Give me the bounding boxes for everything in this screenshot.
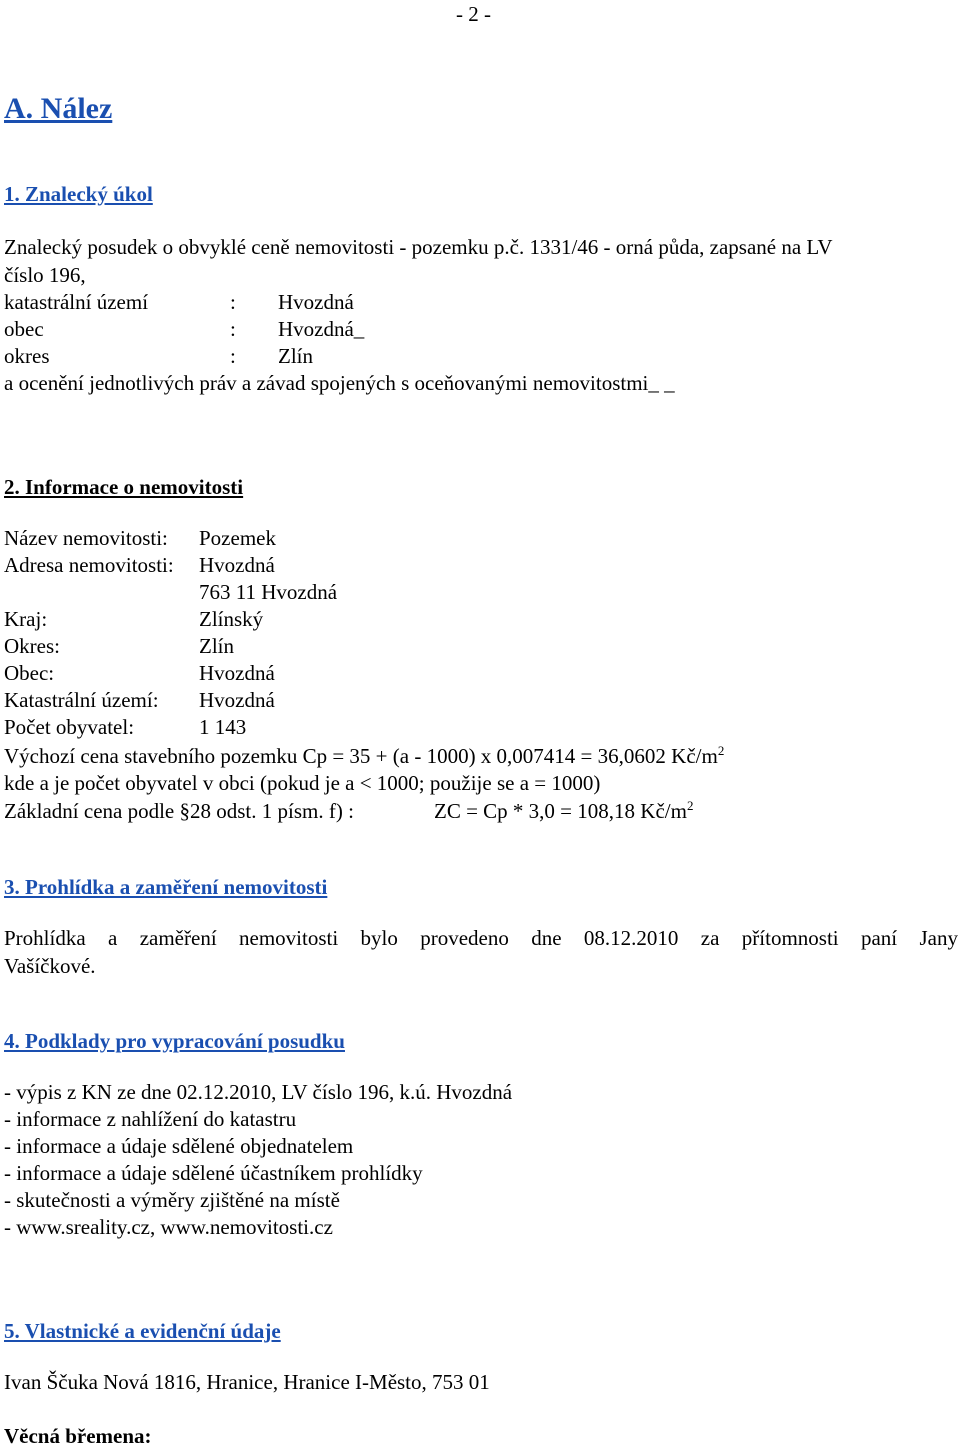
row-value: Hvozdná — [199, 553, 275, 577]
row-label: Okres: — [4, 634, 60, 658]
list-item: - www.sreality.cz, www.nemovitosti.cz — [4, 1215, 333, 1239]
calc3-value: ZC = Cp * 3,0 = 108,18 Kč/m — [434, 799, 687, 823]
s2-row-name — [4, 526, 276, 550]
list-item: - informace a údaje sdělené objednatelem — [4, 1134, 354, 1158]
row-sep: : — [230, 317, 236, 341]
row-label: Obec: — [4, 661, 55, 685]
row-value: Hvozdná — [199, 661, 275, 685]
row-value: 1 143 — [199, 715, 247, 739]
s2-row-address — [4, 553, 275, 577]
section-1-title: 1. Znalecký úkol — [4, 182, 153, 206]
calc3-label: Základní cena podle §28 odst. 1 písm. f) : — [4, 799, 354, 823]
s2-row-cadastral — [4, 688, 275, 712]
row-value: Zlín — [199, 634, 234, 658]
s1-row-municipality — [4, 317, 364, 341]
row-label: okres — [4, 344, 50, 368]
calc3-sup: 2 — [686, 798, 694, 813]
section-5-title: 5. Vlastnické a evidenční údaje — [4, 1319, 281, 1343]
s2-calc1 — [4, 744, 724, 768]
calc1-text: Výchozí cena stavebního pozemku Cp = 35 + (a - 1000) x 0,007414 = 36,0602 Kč/m — [4, 744, 718, 768]
row-label: obec — [4, 317, 44, 341]
easements-title: Věcná břemena: — [4, 1424, 152, 1448]
row-label: Počet obyvatel: — [4, 715, 135, 739]
s1-line-last: a ocenění jednotlivých práv a závad spojených s oceňovanými nemovitostmi_ _ — [4, 371, 675, 395]
s2-calc3 — [4, 799, 693, 823]
section-4-title: 4. Podklady pro vypracování posudku — [4, 1029, 345, 1053]
row-value: Hvozdná — [199, 688, 275, 712]
s2-calc2: kde a je počet obyvatel v obci (pokud je a < 1000; použije se a = 1000) — [4, 771, 601, 795]
s2-row-municipality — [4, 661, 275, 685]
row-value: Pozemek — [199, 526, 276, 550]
row-label: katastrální území — [4, 290, 149, 314]
s2-row-population — [4, 715, 246, 739]
calc1-sup: 2 — [717, 743, 725, 758]
s2-row-district — [4, 634, 234, 658]
section-3-title: 3. Prohlídka a zaměření nemovitosti — [4, 875, 328, 899]
section-2-title — [4, 475, 243, 499]
row-label: Název nemovitosti: — [4, 526, 168, 550]
owner-line: Ivan Ščuka Nová 1816, Hranice, Hranice I-Město, 753 01 — [4, 1370, 490, 1394]
s1-row-district — [4, 344, 313, 368]
section-2-title-text: 2. Informace o nemovitosti — [4, 475, 244, 499]
s3-text: Prohlídka a zaměření nemovitosti bylo provedeno dne 08.12.2010 za přítomnosti paní Jany — [4, 926, 958, 950]
row-value: Hvozdná_ — [278, 317, 365, 341]
row-sep: : — [230, 344, 236, 368]
row-value: 763 11 Hvozdná — [199, 580, 338, 604]
page-number: - 2 - — [456, 2, 491, 26]
s1-row-cadastral — [4, 290, 354, 314]
list-item: - informace z nahlížení do katastru — [4, 1107, 297, 1131]
list-item: - skutečnosti a výměry zjištěné na místě — [4, 1188, 340, 1212]
s1-line1: Znalecký posudek o obvyklé ceně nemovitosti - pozemku p.č. 1331/46 - orná půda, zapsané na LV — [4, 235, 833, 259]
row-value: Zlín — [278, 344, 313, 368]
row-value: Hvozdná — [278, 290, 354, 314]
s3-text2: Vašíčkové. — [4, 954, 96, 978]
s1-line2: číslo 196, — [4, 263, 86, 287]
list-item: - informace a údaje sdělené účastníkem prohlídky — [4, 1161, 423, 1185]
list-item: - výpis z KN ze dne 02.12.2010, LV číslo 196, k.ú. Hvozdná — [4, 1080, 513, 1104]
s2-row-region — [4, 607, 263, 631]
row-label: Adresa nemovitosti: — [4, 553, 174, 577]
row-label: Kraj: — [4, 607, 48, 631]
s2-row-address2 — [4, 580, 337, 604]
row-label: Katastrální území: — [4, 688, 159, 712]
heading-a: A. Nález — [4, 92, 113, 125]
row-sep: : — [230, 290, 236, 314]
row-value: Zlínský — [199, 607, 264, 631]
